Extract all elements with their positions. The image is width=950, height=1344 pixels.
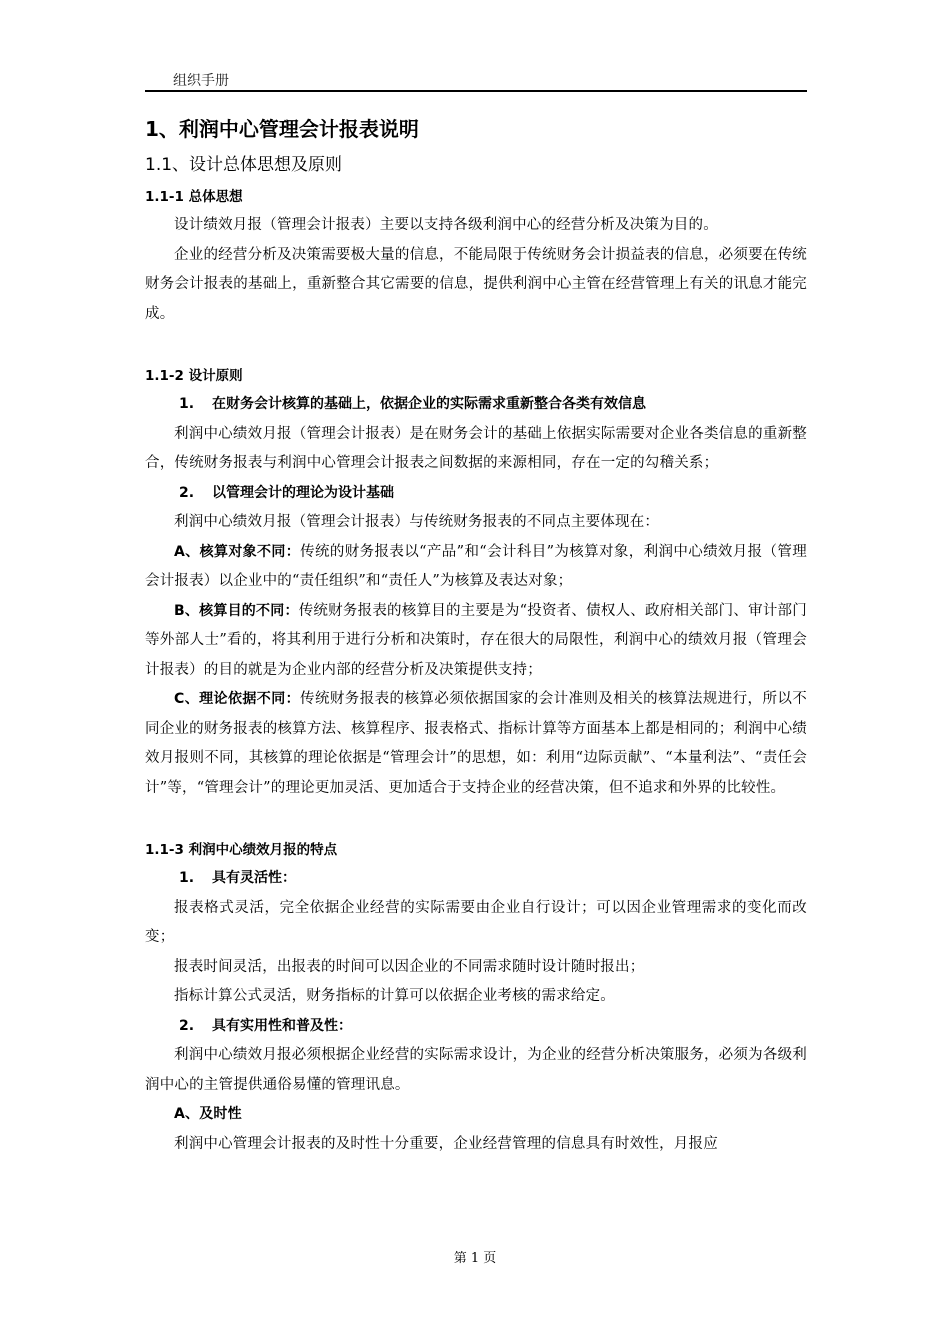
- paragraph-a-heading: [145, 1100, 807, 1130]
- header-text: 组织手册: [173, 73, 229, 89]
- label-a: A、核算对象不同：: [174, 543, 301, 560]
- item-number: 1.: [179, 396, 195, 412]
- page-footer: 第 1 页: [453, 1251, 497, 1266]
- label-a-timeliness: A、及时性: [174, 1106, 242, 1122]
- item-number: 2.: [179, 484, 195, 501]
- section-heading-design-principles: 1.1-2 设计原则: [145, 368, 243, 384]
- section-heading-features: 1.1-3 利润中心绩效月报的特点: [145, 842, 338, 858]
- paragraph: 设计绩效月报（管理会计报表）主要以支持各级利润中心的经营分析及决策为目的。: [174, 217, 718, 233]
- numbered-item: [145, 1012, 807, 1042]
- paragraph: 报表时间灵活，出报表的时间可以因企业的不同需求随时设计随时报出；: [174, 958, 645, 975]
- paragraph: 利润中心管理会计报表的及时性十分重要，企业经营管理的信息具有时效性，月报应: [174, 1135, 718, 1152]
- paragraph-c: [145, 685, 807, 803]
- paragraph-a: [145, 538, 807, 597]
- heading-1: 1、利润中心管理会计报表说明: [145, 117, 419, 141]
- text-c: 传统财务报表的核算必须依据国家的会计准则及相关的核算法规进行，所以不同企业的财务报表的核算方法、核算程序、报表格式、指标计算等方面基本上都是相同的；利润中心绩效月报则不同，其核算的理论依据是“管理会计”的思想，如：利用“边际贡献”、“本量利法”、“责任会计”等，“管理会计”的理论更加灵活、更加适合于支持企业的经营决策，但不追求和外界的比较性。: [145, 691, 807, 796]
- label-c: C、理论依据不同：: [174, 691, 301, 707]
- text-a: 传统的财务报表以“产品”和“会计科目”为核算对象，利润中心绩效月报（管理会计报表）以企业中的“责任组织”和“责任人”为核算及表达对象；: [145, 543, 807, 589]
- page-header: [145, 68, 807, 92]
- label-b: B、核算目的不同：: [174, 602, 299, 619]
- paragraph: 利润中心绩效月报必须根据企业经营的实际需求设计，为企业的经营分析决策服务，必须为各级利润中心的主管提供通俗易懂的管理讯息。: [145, 1047, 807, 1093]
- paragraph: 报表格式灵活，完全依据企业经营的实际需要由企业自行设计；可以因企业管理需求的变化而改变；: [145, 899, 807, 945]
- item-text: 具有实用性和普及性：: [212, 1017, 352, 1034]
- paragraph: 企业的经营分析及决策需要极大量的信息，不能局限于传统财务会计损益表的信息，必须要在传统财务会计报表的基础上，重新整合其它需要的信息，提供利润中心主管在经营管理上有关的讯息才能完成。: [145, 246, 807, 322]
- numbered-item: [145, 390, 807, 420]
- paragraph: 利润中心绩效月报（管理会计报表）与传统财务报表的不同点主要体现在：: [174, 514, 660, 530]
- item-number: 2.: [179, 1017, 195, 1034]
- item-text: 具有灵活性：: [212, 870, 296, 886]
- numbered-item: [145, 479, 807, 509]
- page-content: [145, 113, 807, 1159]
- item-text: 在财务会计核算的基础上，依据企业的实际需求重新整合各类有效信息: [212, 396, 646, 412]
- item-number: 1.: [179, 870, 195, 886]
- paragraph: 指标计算公式灵活，财务指标的计算可以依据企业考核的需求给定。: [174, 988, 615, 1004]
- numbered-item: [145, 864, 807, 894]
- heading-2: 1.1、设计总体思想及原则: [145, 155, 343, 175]
- item-text: 以管理会计的理论为设计基础: [212, 484, 394, 501]
- section-heading-overall-idea: 1.1-1 总体思想: [145, 189, 243, 205]
- paragraph: 利润中心绩效月报（管理会计报表）是在财务会计的基础上依据实际需要对企业各类信息的重新整合，传统财务报表与利润中心管理会计报表之间数据的来源相同，存在一定的勾稽关系；: [145, 425, 807, 471]
- paragraph-b: [145, 597, 807, 686]
- text-b: 传统财务报表的核算目的主要是为“投资者、债权人、政府相关部门、审计部门等外部人士”看的，将其利用于进行分析和决策时，存在很大的局限性，利润中心的绩效月报（管理会计报表）的目的就是为企业内部的经营分析及决策提供支持；: [145, 602, 807, 678]
